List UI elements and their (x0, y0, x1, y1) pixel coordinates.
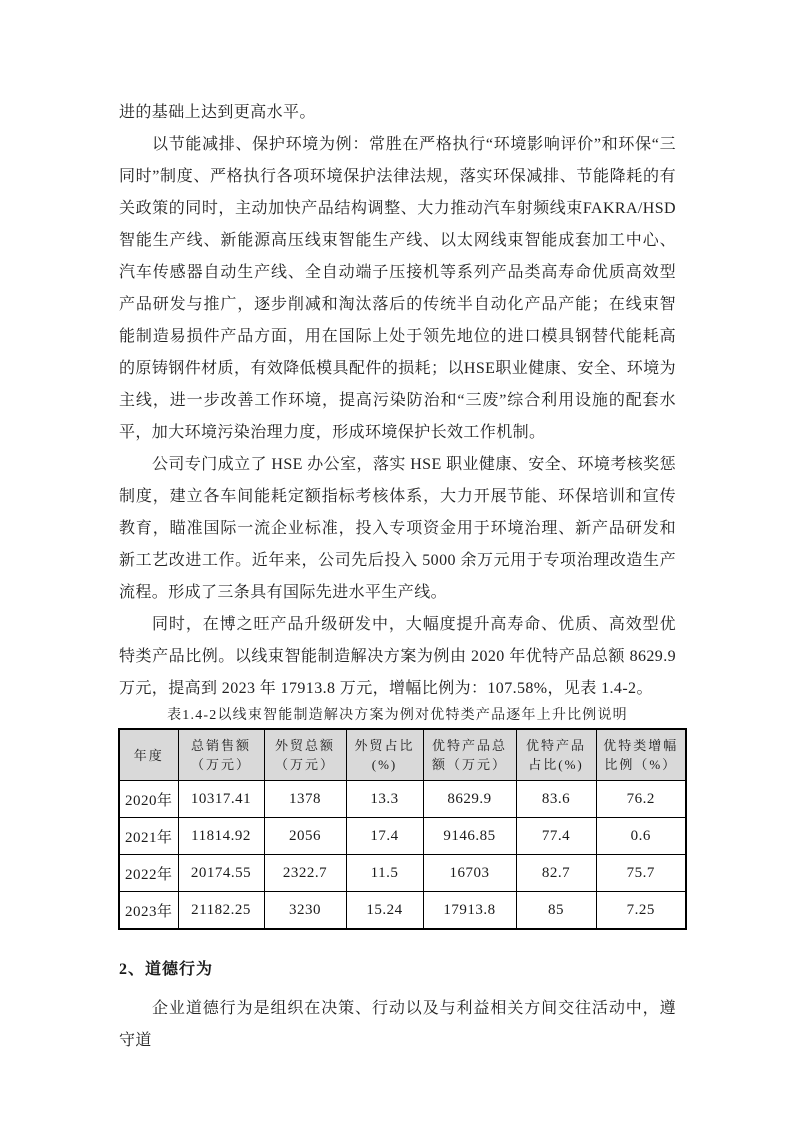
table-header-cell: 年度 (119, 729, 178, 781)
paragraph: 企业道德行为是组织在决策、行动以及与利益相关方间交往活动中，遵守道 (119, 1000, 676, 1049)
table-cell: 7.25 (596, 892, 686, 930)
data-table (118, 728, 687, 930)
table-cell: 17913.8 (423, 892, 516, 930)
table-header-cell: 优特类增幅比例（%） (596, 729, 686, 781)
table-cell: 83.6 (516, 781, 596, 818)
table-cell: 76.2 (596, 781, 686, 818)
table-cell: 75.7 (596, 855, 686, 892)
table-cell: 2021年 (119, 818, 178, 855)
table-header-cell: 外贸总额（万元） (264, 729, 346, 781)
table-cell: 1378 (264, 781, 346, 818)
table-cell: 20174.55 (178, 855, 264, 892)
table-cell: 2322.7 (264, 855, 346, 892)
table-header-cell: 外贸占比(%) (346, 729, 423, 781)
paragraph: 公司专门成立了 HSE 办公室，落实 HSE 职业健康、安全、环境考核奖惩制度，建立各车间能耗定额指标考核体系，大力开展节能、环保培训和宣传教育，瞄准国际一流企业标准，投入专项资金用于环境治理、新产品研发和新工艺改进工作。近年来，公司先后投入 5000 余万元用于专项治理改造生产流程。形成了三条具有国际先进水平生产线。 (119, 456, 676, 601)
table-cell: 15.24 (346, 892, 423, 930)
table-cell: 9146.85 (423, 818, 516, 855)
table-cell: 13.3 (346, 781, 423, 818)
table-cell: 85 (516, 892, 596, 930)
paragraph: 进的基础上达到更高水平。 (119, 104, 316, 121)
table-header-cell: 优特产品总额（万元） (423, 729, 516, 781)
table-cell: 77.4 (516, 818, 596, 855)
paragraph: 以节能减排、保护环境为例：常胜在严格执行“环境影响评价”和环保“三同时”制度、严格执行各项环境保护法律法规，落实环保减排、节能降耗的有关政策的同时，主动加快产品结构调整、大力推动汽车射频线束FAKRA/HSD智能生产线、新能源高压线束智能生产线、以太网线束智能成套加工中心、汽车传感器自动生产线、全自动端子压接机等系列产品类高寿命优质高效型产品研发与推广，逐步削减和淘汰落后的传统半自动化产品产能；在线束智能制造易损件产品方面，用在国际上处于领先地位的进口模具钢替代能耗高的原铸钢件材质，有效降低模具配件的损耗；以HSE职业健康、安全、环境为主线，进一步改善工作环境，提高污染防治和“三废”综合利用设施的配套水平，加大环境污染治理力度，形成环境保护长效工作机制。 (119, 136, 676, 441)
table-row (119, 855, 686, 892)
table-row (119, 781, 686, 818)
table-cell: 2022年 (119, 855, 178, 892)
table-cell: 82.7 (516, 855, 596, 892)
table-cell: 10317.41 (178, 781, 264, 818)
table-caption: 表1.4-2以线束智能制造解决方案为例对优特类产品逐年上升比例说明 (167, 708, 628, 723)
table-cell: 2023年 (119, 892, 178, 930)
table-cell: 11814.92 (178, 818, 264, 855)
paragraph: 同时，在博之旺产品升级研发中，大幅度提升高寿命、优质、高效型优特类产品比例。以线束智能制造解决方案为例由 2020 年优特产品总额 8629.9 万元，提高到 2023 年 17913.8 万元，增幅比例为：107.58%，见表 1.4-2。 (119, 616, 676, 697)
table-cell: 2020年 (119, 781, 178, 818)
table-header-cell: 优特产品占比(%) (516, 729, 596, 781)
table-cell: 2056 (264, 818, 346, 855)
table-header-cell: 总销售额（万元） (178, 729, 264, 781)
table-row (119, 818, 686, 855)
table-cell: 17.4 (346, 818, 423, 855)
table-cell: 21182.25 (178, 892, 264, 930)
section-heading: 2、道德行为 (119, 961, 214, 978)
table-cell: 8629.9 (423, 781, 516, 818)
table-cell: 16703 (423, 855, 516, 892)
table-row (119, 892, 686, 930)
table-cell: 0.6 (596, 818, 686, 855)
table-header-row (119, 729, 686, 781)
table-cell: 3230 (264, 892, 346, 930)
table-cell: 11.5 (346, 855, 423, 892)
